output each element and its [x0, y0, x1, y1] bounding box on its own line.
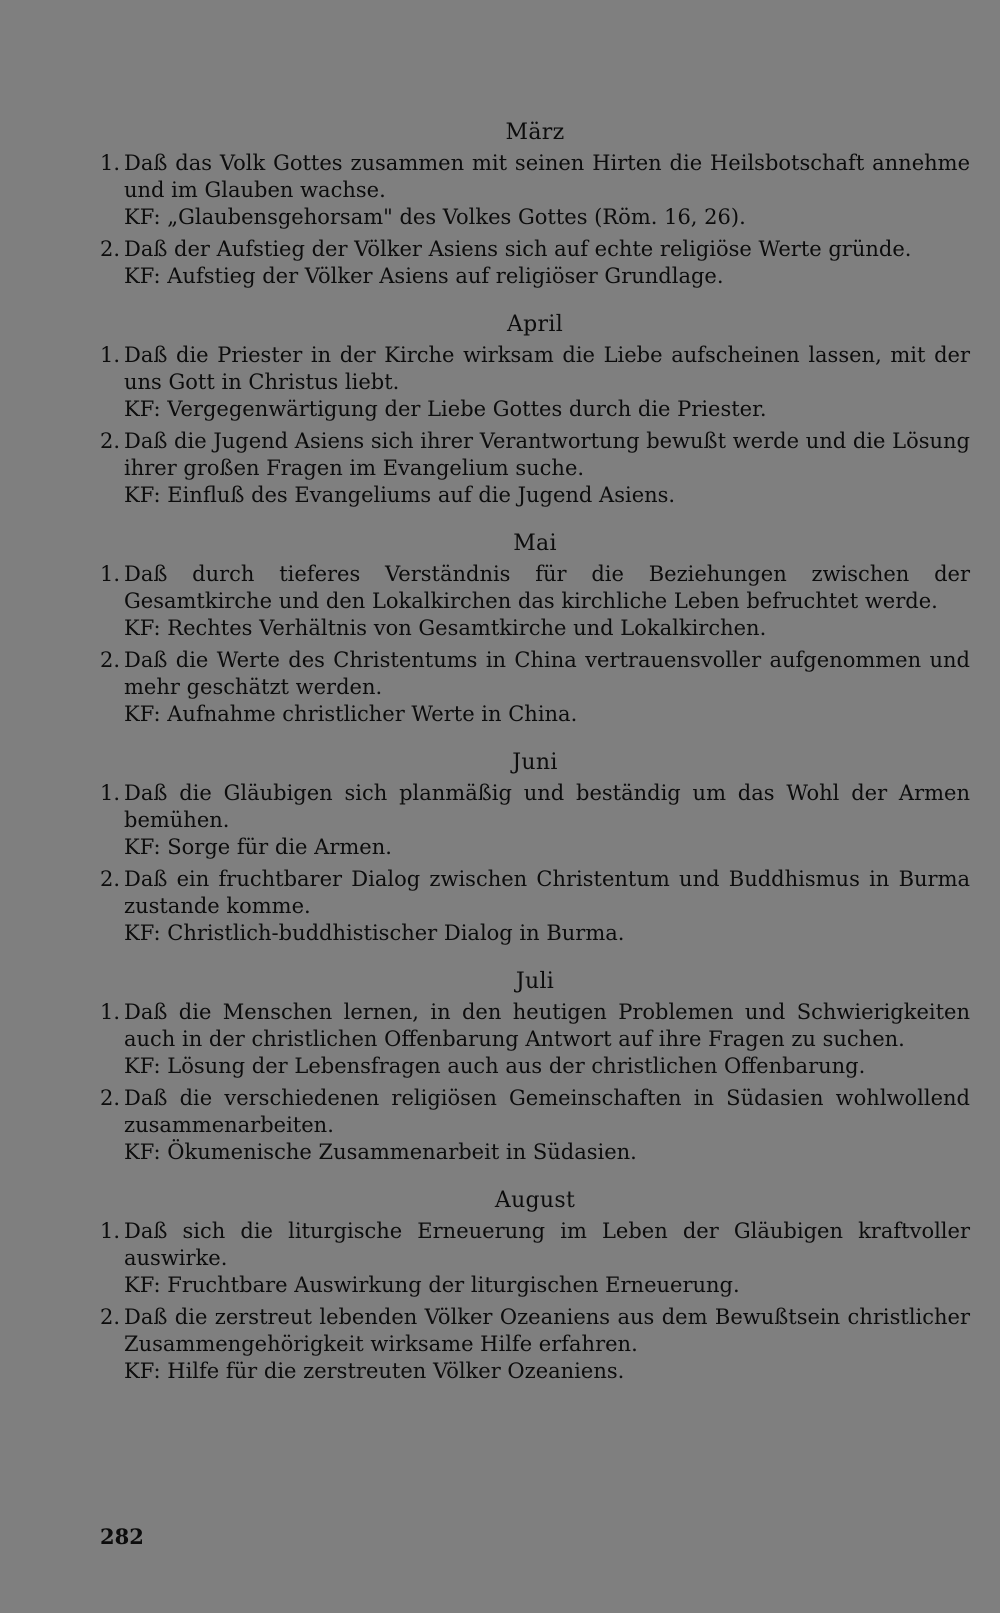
month-heading: Mai [513, 531, 557, 556]
item-number: 1. [100, 151, 121, 175]
section-maerz [100, 118, 970, 290]
item-text: Daß der Aufstieg der Völker Asiens sich auf echte religiöse Werte gründe. [124, 237, 912, 261]
list-item [100, 780, 970, 861]
item-kf: KF: Vergegenwärtigung der Liebe Gottes durch die Priester. [124, 397, 767, 421]
month-heading: Juli [515, 969, 555, 994]
page-content [100, 118, 970, 1405]
item-kf: KF: Sorge für die Armen. [124, 835, 392, 859]
month-heading: März [505, 120, 565, 145]
item-text: Daß ein fruchtbarer Dialog zwischen Christentum und Buddhismus in Burma zustande komme. [124, 867, 970, 918]
section-juli [100, 967, 970, 1166]
item-number: 1. [100, 1000, 121, 1024]
item-number: 2. [100, 429, 121, 453]
item-number: 2. [100, 867, 121, 891]
item-number: 2. [100, 1086, 121, 1110]
item-kf: KF: Rechtes Verhältnis von Gesamtkirche und Lokalkirchen. [124, 616, 767, 640]
section-april [100, 310, 970, 509]
item-number: 2. [100, 237, 121, 261]
list-item [100, 150, 970, 231]
item-text: Daß die Gläubigen sich planmäßig und beständig um das Wohl der Armen bemühen. [124, 781, 970, 832]
item-kf: KF: Ökumenische Zusammenarbeit in Südasien. [124, 1140, 637, 1164]
item-text: Daß die Werte des Christentums in China vertrauensvoller aufgenommen und mehr geschätzt werden. [124, 648, 970, 699]
list-item [100, 236, 970, 290]
item-kf: KF: Christlich-buddhistischer Dialog in Burma. [124, 921, 625, 945]
list-item [100, 1218, 970, 1299]
item-number: 2. [100, 648, 121, 672]
item-kf: KF: Aufnahme christlicher Werte in China. [124, 702, 578, 726]
item-number: 1. [100, 781, 121, 805]
month-heading: Juni [512, 750, 558, 775]
item-kf: KF: „Glaubensgehorsam" des Volkes Gottes (Röm. 16, 26). [124, 205, 746, 229]
list-item [100, 428, 970, 509]
item-number: 1. [100, 562, 121, 586]
list-item [100, 866, 970, 947]
list-item [100, 561, 970, 642]
list-item [100, 342, 970, 423]
month-heading: August [494, 1188, 576, 1213]
item-text: Daß die zerstreut lebenden Völker Ozeaniens aus dem Bewußtsein christlicher Zusammengehörigkeit wirksame Hilfe erfahren. [124, 1305, 970, 1356]
page-number: 282 [100, 1524, 144, 1549]
item-kf: KF: Hilfe für die zerstreuten Völker Ozeaniens. [124, 1359, 625, 1383]
item-kf: KF: Lösung der Lebensfragen auch aus der christlichen Offenbarung. [124, 1054, 866, 1078]
item-kf: KF: Fruchtbare Auswirkung der liturgischen Erneuerung. [124, 1273, 740, 1297]
item-number: 2. [100, 1305, 121, 1329]
item-kf: KF: Aufstieg der Völker Asiens auf religiöser Grundlage. [124, 264, 724, 288]
list-item [100, 647, 970, 728]
section-august [100, 1186, 970, 1385]
list-item [100, 1304, 970, 1385]
list-item [100, 1085, 970, 1166]
item-text: Daß die verschiedenen religiösen Gemeinschaften in Südasien wohlwollend zusammenarbeiten. [124, 1086, 970, 1137]
item-text: Daß die Menschen lernen, in den heutigen Problemen und Schwierigkeiten auch in der christlichen Offenbarung Antwort auf ihre Fragen zu suchen. [124, 1000, 970, 1051]
item-text: Daß das Volk Gottes zusammen mit seinen Hirten die Heilsbotschaft annehme und im Glauben wachse. [124, 151, 970, 202]
item-text: Daß die Priester in der Kirche wirksam die Liebe aufscheinen lassen, mit der uns Gott in Christus liebt. [124, 343, 970, 394]
section-mai [100, 529, 970, 728]
item-kf: KF: Einfluß des Evangeliums auf die Jugend Asiens. [124, 483, 676, 507]
item-text: Daß durch tieferes Verständnis für die Beziehungen zwischen der Gesamtkirche und den Lokalkirchen das kirchliche Leben befruchtet werde. [124, 562, 970, 613]
item-number: 1. [100, 343, 121, 367]
section-juni [100, 748, 970, 947]
item-text: Daß die Jugend Asiens sich ihrer Verantwortung bewußt werde und die Lösung ihrer großen Fragen im Evangelium suche. [124, 429, 970, 480]
month-heading: April [506, 312, 564, 337]
item-text: Daß sich die liturgische Erneuerung im Leben der Gläubigen kraftvoller auswirke. [124, 1219, 970, 1270]
list-item [100, 999, 970, 1080]
item-number: 1. [100, 1219, 121, 1243]
